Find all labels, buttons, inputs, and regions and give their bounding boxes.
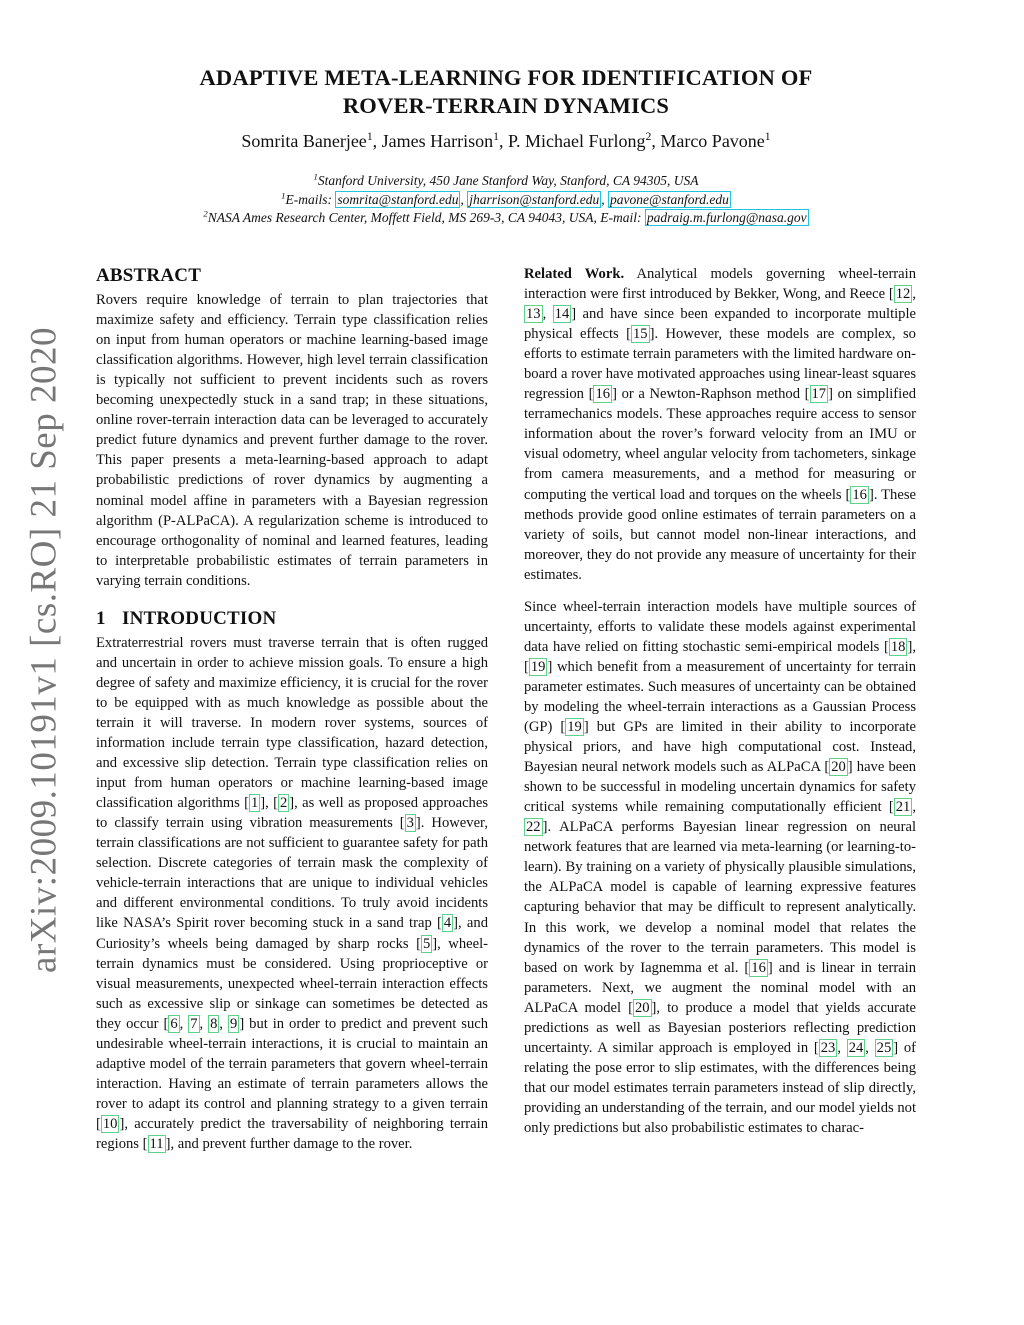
author: Marco Pavone$^1$ [660,130,771,151]
citation-link[interactable]: 25 [876,1039,892,1056]
affiliation-nasa: $^2$NASA Ames Research Center, Moffett Field, MS 269-3, CA 94043, USA, E-mail: padraig.m.furlong@nasa.gov [203,208,807,225]
abstract-heading: ABSTRACT [96,265,202,286]
author: P. Michael Furlong$^2$, [507,130,661,151]
related-work-paragraph: Related Work. Analytical models governing wheel-terrain interaction were first introduced by Bekker, Wong, and Reece [ 12 , 13 , 14 ] and have since been expanded to incorporate multiple physical effects [ 15 ]. However, these models are complex, so efforts to estimate terrain parameters with the limited hardware on-board a rover have motivated approaches using linear-least squares regression [ 16 ] or a Newton-Raphson method [ 17 ] on simplified terramechanics models. These approaches require access to sensor information about the rover’s forward velocity from an IMU or visual odometry, wheel angular velocity from tachometers, sinkage from camera measurements, and a method for measuring or computing the vertical load and torques on the wheels [ 16 ]. These methods provide good online estimates of terrain parameters on a variety of soils, but cannot model non-linear interactions, and moreover, they do not provide any measure of uncertainty for their estimates. [524,266,917,583]
citation-link[interactable]: 22 [526,819,541,836]
citation-link[interactable]: 10 [102,1115,118,1132]
citation-link[interactable]: 16 [852,486,867,503]
citation-link[interactable]: 2 [279,795,288,812]
related-work-heading: Related Work. [524,266,625,282]
arxiv-sidebar [0,0,90,1325]
title-line-2: ROVER-TERRAIN DYNAMICS [342,93,670,118]
citation-link[interactable]: 4 [443,915,452,932]
citation-link[interactable]: 17 [811,386,827,403]
citation-link[interactable]: 12 [895,286,911,303]
citation-link[interactable]: 14 [554,306,570,323]
author: Somrita Banerjee$^1$, [241,130,382,151]
left-column [96,264,488,1154]
citation-link[interactable]: 8 [210,1015,218,1032]
citation-link[interactable]: 21 [895,799,911,816]
title-line-1: ADAPTIVE META-LEARNING FOR IDENTIFICATION OF [199,65,813,90]
citation-link[interactable]: 13 [526,306,541,323]
citation-link[interactable]: 24 [848,1039,864,1056]
citation-link[interactable]: 9 [230,1015,238,1032]
email-link[interactable]: somrita@stanford.edu [337,191,459,207]
citation-link[interactable]: 5 [422,935,431,952]
citation-link[interactable]: 1 [250,795,259,812]
abstract-text: Rovers require knowledge of terrain to plan trajectories that maximize safety and efficiency. Terrain type classification relies on input from human operators or machine learning-based image classification algorithms. However, high level terrain classification is typically not sufficient to prevent incidents such as rovers becoming unexpectedly stuck in a sand trap; in these situations, online rover-terrain interaction data can be leveraged to accurately predict future dynamics and prevent further damage to the rover. This paper presents a meta-learning-based approach to adapt probabilistic predictions of rover dynamics by augmenting a nominal model affine in parameters with a Bayesian regression algorithm (P-ALPaCA). A regularization scheme is introduced to encourage orthogonality of nominal and learned features, leading to interpretable probabilistic estimates of terrain parameters in varying terrain conditions. [96,292,488,589]
citation-link[interactable]: 20 [634,999,650,1016]
email-link[interactable]: jharrison@stanford.edu [469,191,600,207]
email-link[interactable]: padraig.m.furlong@nasa.gov [646,210,807,225]
citation-link[interactable]: 18 [890,638,906,655]
citation-link[interactable]: 3 [406,815,414,832]
related-work-paragraph: Since wheel-terrain interaction models have multiple sources of uncertainty, efforts to validate these models against experimental data have relied on fitting stochastic semi-empirical models [ 18 ], [ 19 ] which benefit from a measurement of uncertainty for terrain parameter estimates. Such measures of uncertainty can be obtained by modeling the wheel-terrain interactions as a Gaussian Process (GP) [ 19 ] but GPs are limited in their ability to incorporate physical priors, and have high computational cost. Instead, Bayesian neural network models such as ALPaCA [ 20 ] have been shown to be successful in modeling uncertain dynamics for safety critical systems while remaining computationally efficient [ 21 , 22 ]. ALPaCA performs Bayesian linear regression on neural network features that are learned via meta-learning (or learning-to-learn). By training on a variety of physically plausible simulations, the ALPaCA model is capable of learning expressive features capturing behavior that may be difficult to represent analytically. In this work, we develop a nominal model that relates the dynamics of the rover to the terrain parameters. This model is based on work by Iagnemma et al. [ 16 ] and is linear in terrain parameters. Next, we augment the nominal model with an ALPaCA model [ 20 ], to produce a model that yields accurate predictions as well as Bayesian posteriors reflecting prediction uncertainty. A similar approach is employed in [ 23 , 24 , 25 ] of relating the pose error to slip estimates, with the differences being that our model estimates terrain parameters instead of slip directly, providing an understanding of the terrain, and our model yields not only predictions but also probabilistic estimates to charac- [524,598,917,1136]
affiliation-emails: $^1$E-mails: somrita@stanford.edu , jharrison@stanford.edu , pavone@stanford.edu [281,190,729,207]
citation-link[interactable]: 7 [190,1015,198,1032]
citation-link[interactable]: 19 [567,719,582,736]
affiliation-stanford: $^1$Stanford University, 450 Jane Stanford Way, Stanford, CA 94305, USA [313,171,699,188]
citation-link[interactable]: 23 [820,1039,836,1056]
citation-link[interactable]: 15 [632,326,648,343]
email-link[interactable]: pavone@stanford.edu [610,191,729,207]
arxiv-identifier: arXiv:2009.10191v1 [cs.RO] 21 Sep 2020 [23,327,65,973]
citation-link[interactable]: 16 [595,386,611,403]
citation-link[interactable]: 6 [170,1015,178,1032]
author: James Harrison$^1$, [381,130,508,151]
citation-link[interactable]: 20 [831,759,846,776]
author-list [96,131,916,152]
affiliations [96,172,916,228]
introduction-paragraph: Extraterrestrial rovers must traverse terrain that is often rugged and uncertain in order to achieve mission goals. To ensure a high degree of safety and maximize efficiency, it is crucial for the rover to be equipped with as much knowledge as possible about the terrain it will traverse. In modern rover systems, sources of information include terrain type classification, hazard detection, and excessive slip detection. Terrain type classification relies on input from human operators or machine learning-based image classification algorithms [ 1 ], [ 2 ], as well as proposed approaches to classify terrain using vibration measurements [ 3 ]. However, terrain classifications are not sufficient to guarantee safety for path selection. Discrete categories of terrain mask the complexity of vehicle-terrain interactions that are unique to individual vehicles and different environmental conditions. To truly avoid incidents like NASA’s Spirit rover becoming stuck in a sand trap [ 4 ], and Curiosity’s wheels being damaged by sharp rocks [ 5 ], wheel-terrain dynamics must be considered. Using proprioceptive or visual measurements, unexpected wheel-terrain interaction effects such as excessive slip or sinkage can sometimes be detected as they occur [ 6 , 7 , 8 , 9 ] but in order to predict and prevent such undesirable wheel-terrain interactions, it is crucial to maintain an adaptive model of the terrain parameters that govern wheel-terrain interaction. Having an estimate of terrain parameters allows the rover to adapt its control and planning strategy to a given terrain [ 10 ], accurately predict the traversability of neighboring terrain regions [ 11 ], and prevent further damage to the rover. [96,634,489,1152]
introduction-heading: 1 INTRODUCTION [96,607,277,629]
paper-title [96,64,916,120]
citation-link[interactable]: 16 [751,959,766,976]
citation-link[interactable]: 11 [149,1135,164,1152]
citation-link[interactable]: 19 [530,658,546,675]
right-column [524,264,916,1138]
